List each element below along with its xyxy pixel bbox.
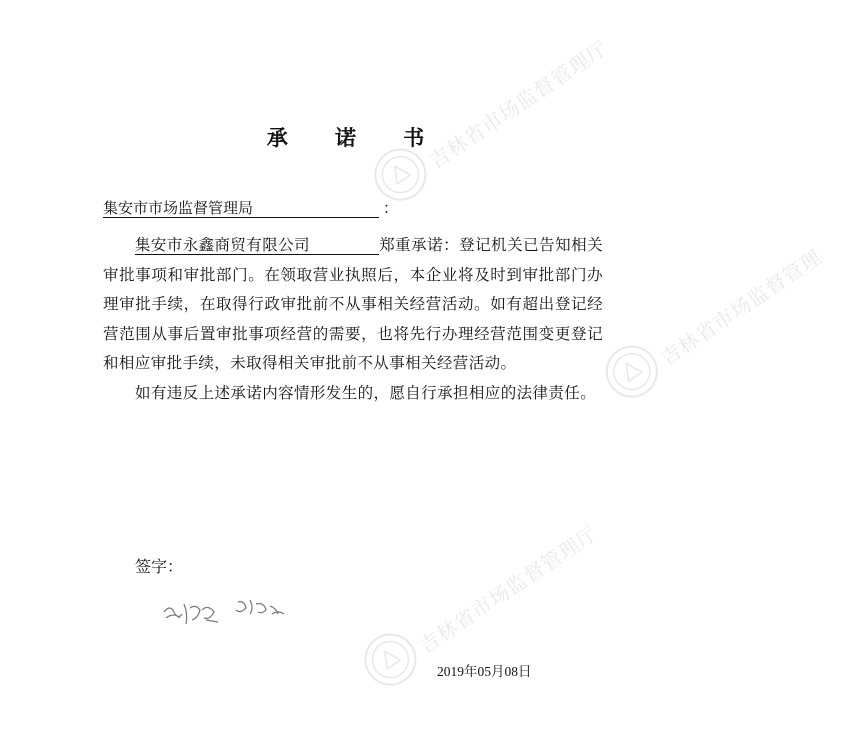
addressee-org: 集安市市场监督管理局 — [103, 200, 379, 218]
document-title: 承 诺 书 — [266, 126, 445, 150]
addressee-line — [103, 197, 398, 218]
handwritten-signature — [160, 590, 290, 630]
paragraph-1-text: 郑重承诺：登记机关已告知相关审批事项和审批部门。在领取营业执照后，本企业将及时到审批部门办理审批手续，在取得行政审批前不从事相关经营活动。如有超出登记经营范围从事后置审批事项经营的需要，也将先行办理经营范围变更登记和相应审批手续，未取得相关审批前不从事相关经营活动。 — [103, 236, 603, 372]
commitment-body — [103, 231, 603, 408]
paragraph-1 — [103, 231, 603, 379]
signature-label: 签字： — [135, 557, 184, 576]
company-name: 集安市永鑫商贸有限公司 — [135, 237, 379, 255]
watermark — [325, 481, 635, 739]
watermark-text: 吉林省市场监督管理厅 — [424, 35, 613, 174]
document-date: 2019年05月08日 — [437, 664, 532, 679]
watermark-text: 吉林省市场监督管理 — [656, 244, 827, 371]
paragraph-2-text: 如有违反上述承诺内容情形发生的，愿自行承担相应的法律责任。 — [135, 383, 597, 402]
addressee-colon: ： — [383, 199, 399, 217]
paragraph-2 — [103, 379, 603, 409]
watermark-text: 吉林省市场监督管理厅 — [414, 520, 603, 659]
